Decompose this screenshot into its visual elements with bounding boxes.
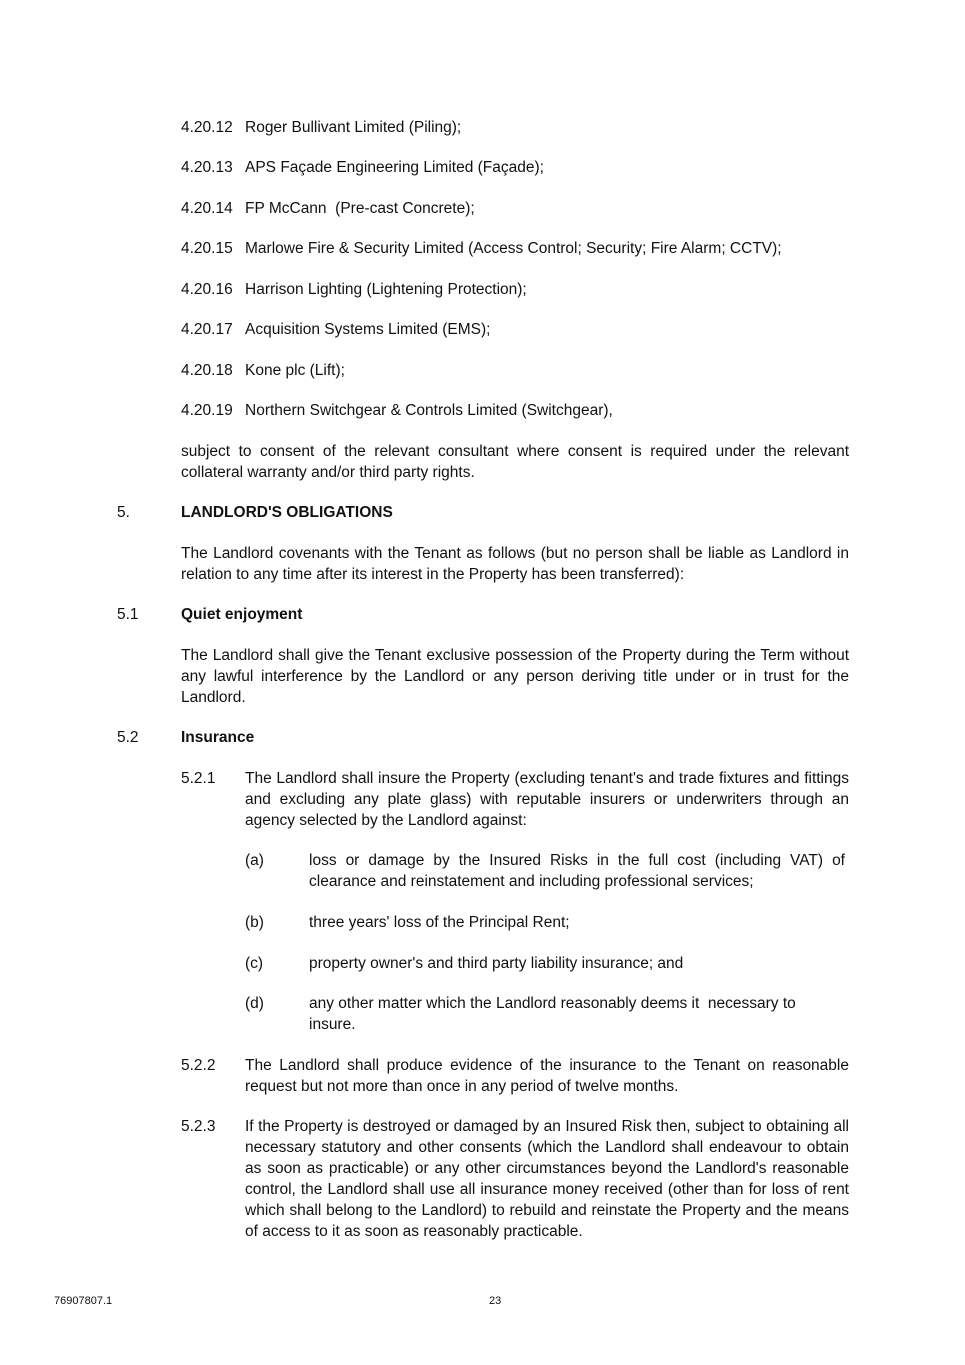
clause-text: Harrison Lighting (Lightening Protection); bbox=[245, 281, 527, 298]
clause-number: 5.2.3 bbox=[181, 1118, 216, 1135]
item-label: (d) bbox=[245, 995, 264, 1012]
clause-number: 4.20.18 bbox=[181, 362, 233, 379]
section-number: 5.1 bbox=[117, 606, 139, 623]
clause-text: The Landlord shall produce evidence of the insurance to the Tenant on reasonable request but not more than once in any period of twelve months. bbox=[245, 1057, 849, 1095]
item-text: loss or damage by the Insured Risks in the full cost (including VAT) of clearance and reinstatement and including professional services; bbox=[309, 852, 845, 890]
clause-text: Acquisition Systems Limited (EMS); bbox=[245, 321, 491, 338]
clause-text: FP McCann (Pre-cast Concrete); bbox=[245, 200, 475, 217]
clause-number: 5.2.1 bbox=[181, 770, 216, 787]
clause-text: Northern Switchgear & Controls Limited (Switchgear), bbox=[245, 402, 613, 419]
clause-number: 4.20.14 bbox=[181, 200, 233, 217]
clause-text: Kone plc (Lift); bbox=[245, 362, 345, 379]
clause-text: Marlowe Fire & Security Limited (Access Control; Security; Fire Alarm; CCTV); bbox=[245, 240, 782, 257]
subsection-heading: Insurance bbox=[181, 729, 255, 746]
clause-number: 4.20.15 bbox=[181, 240, 233, 257]
clause-number: 4.20.17 bbox=[181, 321, 233, 338]
clause-number: 4.20.16 bbox=[181, 281, 233, 298]
clause-number: 4.20.13 bbox=[181, 159, 233, 176]
item-label: (c) bbox=[245, 955, 264, 972]
item-label: (b) bbox=[245, 914, 264, 931]
subsection-heading: Quiet enjoyment bbox=[181, 606, 303, 623]
section-number: 5.2 bbox=[117, 729, 139, 746]
item-label: (a) bbox=[245, 852, 264, 869]
subsection-text: The Landlord shall give the Tenant exclusive possession of the Property during the Term without any lawful interference by the Landlord or any person deriving title under or in trust for the Landlord. bbox=[181, 647, 849, 706]
clause-text: APS Façade Engineering Limited (Façade); bbox=[245, 159, 544, 176]
page-number: 23 bbox=[489, 1295, 502, 1307]
clause-number: 4.20.12 bbox=[181, 119, 233, 136]
section-intro: The Landlord covenants with the Tenant as follows (but no person shall be liable as Landlord in relation to any time after its interest in the Property has been transferred): bbox=[181, 545, 849, 583]
clause-number: 5.2.2 bbox=[181, 1057, 216, 1074]
clause-text: The Landlord shall insure the Property (excluding tenant's and trade fixtures and fittings and excluding any plate glass) with reputable insurers or underwriters through an agency selected by the Landlord against: bbox=[245, 770, 849, 829]
item-text: any other matter which the Landlord reasonably deems it necessary to insure. bbox=[309, 995, 801, 1033]
item-text: property owner's and third party liability insurance; and bbox=[309, 955, 684, 972]
document-reference: 76907807.1 bbox=[54, 1295, 113, 1307]
clause-number: 4.20.19 bbox=[181, 402, 233, 419]
section-number: 5. bbox=[117, 504, 130, 521]
clause-text: If the Property is destroyed or damaged by an Insured Risk then, subject to obtaining all necessary statutory and other consents (which the Landlord shall endeavour to obtain as soon as practicable) or any other circumstances beyond the Landlord's reasonable control, the Landlord shall use all insurance money received (other than for loss of rent which shall belong to the Landlord) to rebuild and reinstate the Property and the means of access to it as soon as reasonably practicable. bbox=[245, 1118, 849, 1240]
section-heading: LANDLORD'S OBLIGATIONS bbox=[181, 504, 393, 521]
consent-paragraph: subject to consent of the relevant consultant where consent is required under the relevant collateral warranty and/or third party rights. bbox=[181, 443, 849, 481]
clause-text: Roger Bullivant Limited (Piling); bbox=[245, 119, 462, 136]
item-text: three years' loss of the Principal Rent; bbox=[309, 914, 570, 931]
